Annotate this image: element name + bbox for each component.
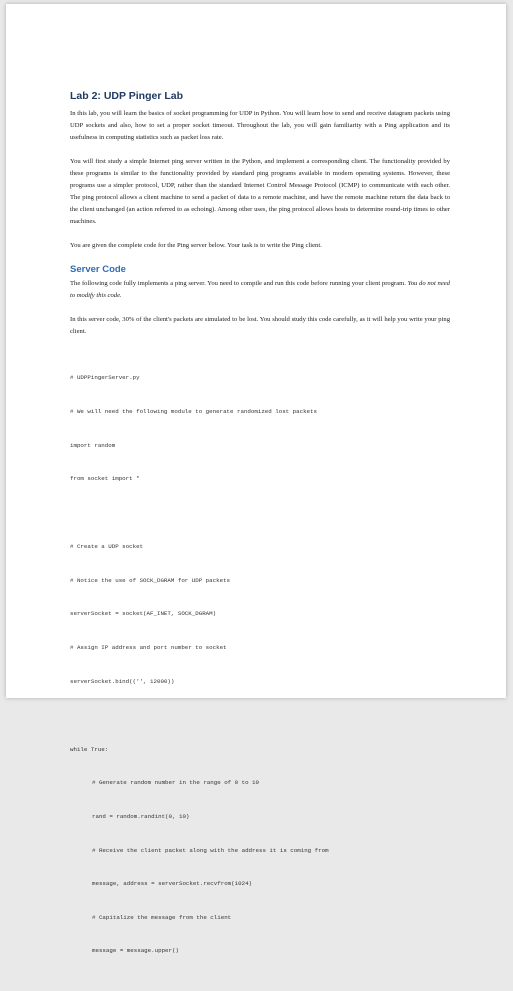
code-line: # Notice the use of SOCK_DGRAM for UDP packets [70, 576, 231, 584]
code-line: message = message.upper() [92, 947, 179, 955]
code-line: # Capitalize the message from the client [92, 913, 232, 921]
server-paragraph-2: In this server code, 30% of the client's packets are simulated to be lost. You should study this code carefully, as it will help you write your ping client. [70, 316, 450, 335]
document-page [6, 4, 506, 955]
server-paragraph-1 [70, 278, 450, 302]
code-line: # Receive the client packet along with the address it is coming from [92, 846, 329, 854]
code-line: serverSocket = socket(AF_INET, SOCK_DGRAM) [70, 610, 217, 618]
code-line: import random [70, 441, 116, 449]
server-paragraph-1-text: The following code fully implements a ping server. You need to compile and run this code before running your client program. [70, 280, 408, 287]
code-line: serverSocket.bind(('', 12000)) [70, 677, 175, 685]
code-line: rand = random.randint(0, 10) [92, 812, 190, 820]
code-line: from socket import * [70, 475, 140, 483]
code-line: message, address = serverSocket.recvfrom(1024) [92, 880, 253, 888]
code-line: # Create a UDP socket [70, 543, 144, 551]
intro-paragraph: In this lab, you will learn the basics of socket programming for UDP in Python. You will learn how to send and receive datagram packets using UDP sockets and also, how to set a proper socket timeout. Throughout the lab, you will gain familiarity with a Ping application and its usefulness in computing statistics such as packet loss rate. [70, 110, 450, 141]
overview-paragraph: You will first study a simple Internet ping server written in the Python, and implement a corresponding client. The functionality provided by these programs is similar to the functionality provided by standard ping programs available in modern operating systems. However, these programs use a simpler protocol, UDP, rather than the standard Internet Control Message Protocol (ICMP) to communicate with each other. The ping protocol allows a client machine to send a packet of data to a remote machine, and have the remote machine return the data back to the client unchanged (an action referred to as echoing). Among other uses, the ping protocol allows hosts to determine round-trip times to other machines. [70, 158, 450, 225]
code-block-socket-setup [70, 519, 450, 709]
code-block-main-loop [70, 721, 450, 979]
lab-title: Lab 2: UDP Pinger Lab [70, 90, 183, 102]
document-content [70, 90, 450, 991]
section-title-server-code: Server Code [70, 264, 126, 275]
code-line-while: while True: [70, 745, 109, 753]
server-paragraph-1-emphasis: You do not need to modify this code. [70, 280, 450, 299]
code-line: # UDPPingerServer.py [70, 374, 140, 382]
code-line: # Generate random number in the range of 0 to 10 [92, 779, 259, 787]
code-line: # We will need the following module to generate randomized lost packets [70, 408, 317, 416]
code-line: # Assign IP address and port number to socket [70, 644, 227, 652]
task-paragraph: You are given the complete code for the Ping server below. Your task is to write the Ping client. [70, 242, 322, 249]
code-block-imports [70, 350, 450, 507]
